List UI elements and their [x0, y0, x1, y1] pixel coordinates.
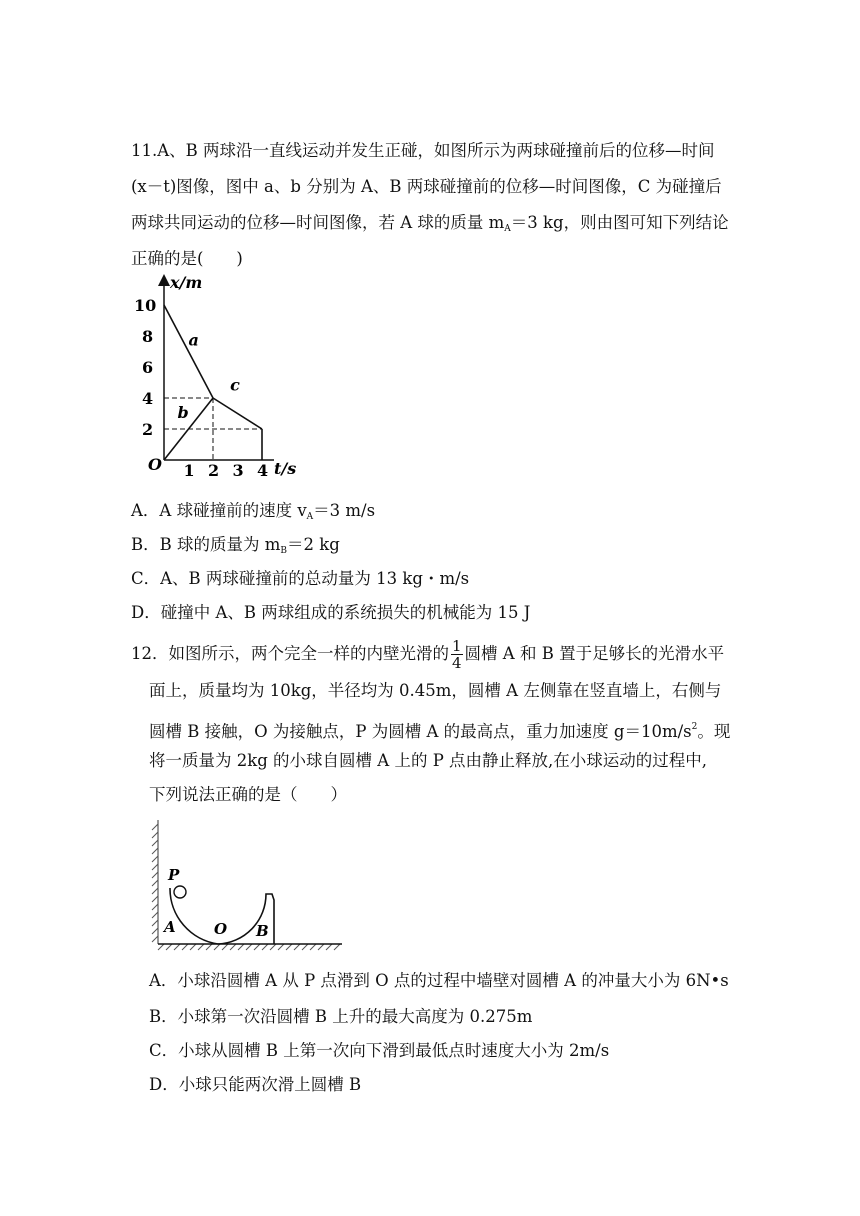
hatch-mark: [246, 944, 252, 950]
hatch-mark: [152, 848, 158, 854]
series-line-a: [164, 305, 213, 398]
q12-option-c: C．小球从圆槽 B 上第一次向下滑到最低点时速度大小为 2m/s: [149, 1041, 610, 1060]
label-p: P: [168, 866, 180, 884]
hatch-mark: [278, 944, 284, 950]
hatch-mark: [152, 928, 158, 934]
q12-line-2: 面上，质量均为 10kg，半径均为 0.45m，圆槽 A 左侧靠在竖直墙上，右侧与: [149, 681, 722, 700]
series-line-c: [213, 398, 262, 429]
q11-line-3: [131, 212, 729, 240]
y-tick-label: 6: [142, 358, 154, 377]
q12-option-d: D．小球只能两次滑上圆槽 B: [149, 1075, 362, 1094]
q11-option-b-post: ＝2 kg: [287, 535, 340, 554]
hatch-mark: [270, 944, 276, 950]
hatch-mark: [262, 944, 268, 950]
q12-line-4: 将一质量为 2kg 的小球自圆槽 A 上的 P 点由静止释放,在小球运动的过程中,: [149, 751, 708, 770]
q11-option-c: C．A、B 两球碰撞前的总动量为 13 kg・m/s: [131, 569, 470, 588]
x-tick-label: 4: [257, 461, 269, 480]
line-label-b: b: [177, 403, 189, 423]
hatch-mark: [152, 920, 158, 926]
q12-line-3-text: 圆槽 B 接触，O 为接触点，P 为圆槽 A 的最高点，重力加速度 g＝10m/s: [149, 722, 692, 741]
hatch-mark: [294, 944, 300, 950]
q12-line-5: 下列说法正确的是（ ）: [149, 785, 347, 804]
q12-option-a: A．小球沿圆槽 A 从 P 点滑到 O 点的过程中墙壁对圆槽 A 的冲量大小为 6N•s: [149, 971, 729, 990]
hatch-mark: [166, 944, 172, 950]
hatch-mark: [198, 944, 204, 950]
label-o: O: [214, 920, 228, 938]
hatch-mark: [326, 944, 332, 950]
hatch-mark: [334, 944, 340, 950]
q11-option-b-sub: B: [280, 546, 288, 556]
line-label-a: a: [188, 330, 199, 350]
q11-line-1: 11.A、B 两球沿一直线运动并发生正碰，如图所示为两球碰撞前后的位移—时间: [131, 141, 715, 160]
q12-option-b: B．小球第一次沿圆槽 B 上升的最大高度为 0.275m: [149, 1007, 533, 1026]
hatch-mark: [152, 936, 158, 942]
fraction-denominator: 4: [452, 654, 462, 672]
origin-label: O: [148, 455, 162, 474]
q12-line-1: [131, 636, 724, 672]
hatch-mark: [152, 872, 158, 878]
hatch-mark: [318, 944, 324, 950]
q11-option-b-text: B．B 球的质量为 m: [131, 535, 281, 554]
x-tick-label: 3: [232, 461, 244, 480]
q11-option-a-sub: A: [306, 512, 314, 522]
hatch-mark: [152, 880, 158, 886]
label-b: B: [256, 922, 269, 940]
hatch-mark: [254, 944, 260, 950]
hatch-mark: [158, 944, 164, 950]
x-axis-label: t/s: [274, 459, 297, 478]
hatch-mark: [174, 944, 180, 950]
x-tick-label: 2: [208, 461, 220, 480]
hatch-mark: [182, 944, 188, 950]
q11-xt-graph: [130, 272, 330, 482]
hatch-mark: [152, 824, 158, 830]
q12-line-1-rest: 圆槽 A 和 B 置于足够长的光滑水平: [464, 644, 725, 663]
y-tick-label: 10: [134, 296, 157, 315]
hatch-mark: [286, 944, 292, 950]
q11-line-4: 正确的是( ): [131, 249, 243, 268]
y-tick-label: 4: [142, 389, 154, 408]
hatch-mark: [152, 856, 158, 862]
hatch-mark: [152, 840, 158, 846]
q11-option-a-text: A．A 球碰撞前的速度 v: [131, 501, 307, 520]
q11-option-d: D．碰撞中 A、B 两球组成的系统损失的机械能为 15 J: [131, 603, 531, 622]
q11-mass-subscript: A: [504, 224, 511, 234]
y-tick-label: 8: [142, 327, 154, 346]
q12-line-1-text: 12．如图所示，两个完全一样的内壁光滑的: [131, 644, 449, 663]
label-a: A: [164, 918, 176, 936]
hatch-mark: [152, 904, 158, 910]
hatch-mark: [190, 944, 196, 950]
hatch-mark: [214, 944, 220, 950]
hatch-mark: [152, 896, 158, 902]
hatch-mark: [152, 832, 158, 838]
y-tick-label: 2: [142, 420, 154, 439]
q12-quarter-fraction: [451, 638, 463, 671]
q12-gravity-exponent: 2: [691, 722, 698, 732]
q11-option-a: [131, 500, 375, 528]
q11-line-2: (x－t)图像，图中 a、b 分别为 A、B 两球碰撞前的位移—时间图像，C 为碰撞后: [131, 177, 722, 196]
hatch-mark: [152, 888, 158, 894]
ball: [174, 886, 186, 898]
q11-line-3-text: 两球共同运动的位移—时间图像，若 A 球的质量 m: [131, 213, 505, 232]
hatch-mark: [230, 944, 236, 950]
x-tick-label: 1: [183, 461, 195, 480]
line-label-c: c: [230, 375, 240, 395]
q11-option-a-post: ＝3 m/s: [313, 501, 376, 520]
q11-line-3-rest: ＝3 kg，则由图可知下列结论: [510, 213, 729, 232]
hatch-mark: [152, 912, 158, 918]
q11-option-b: [131, 534, 340, 562]
q12-line-3-rest: 。现: [697, 722, 731, 741]
y-axis-label: x/m: [170, 273, 203, 292]
q12-line-3: [149, 716, 730, 743]
hatch-mark: [310, 944, 316, 950]
hatch-mark: [238, 944, 244, 950]
hatch-mark: [152, 864, 158, 870]
fraction-numerator: 1: [452, 637, 462, 655]
hatch-mark: [222, 944, 228, 950]
q12-groove-figure: [150, 818, 350, 940]
hatch-mark: [206, 944, 212, 950]
hatch-mark: [302, 944, 308, 950]
